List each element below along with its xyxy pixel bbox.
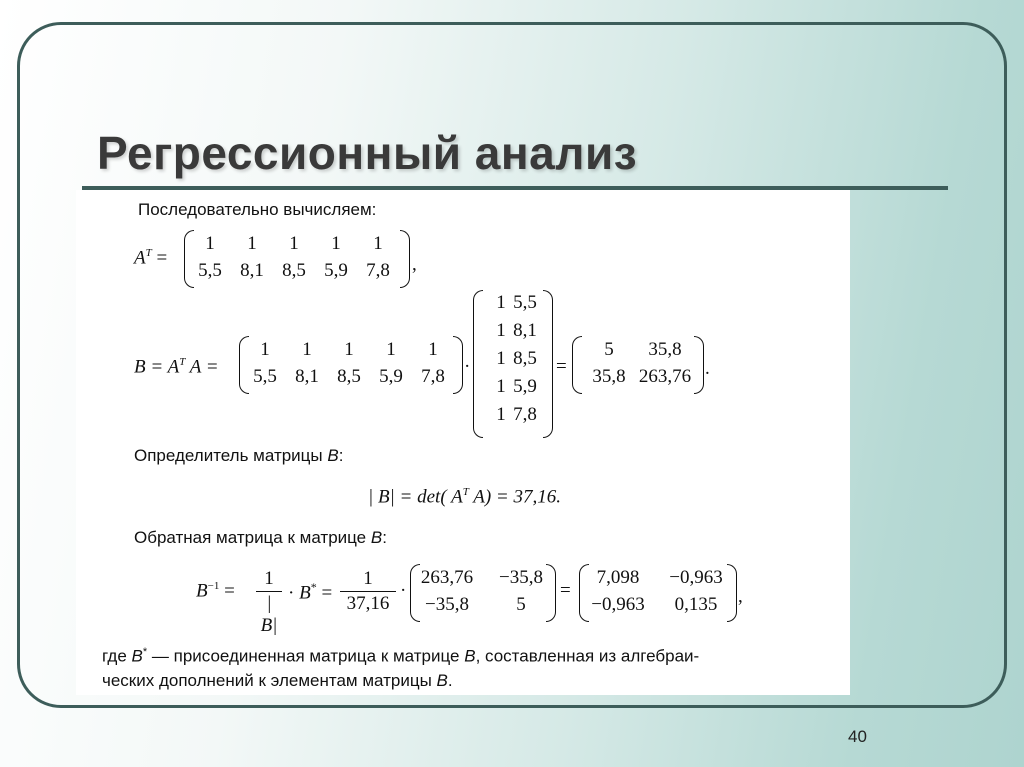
- matrix-adj-cell: 263,76: [420, 567, 474, 588]
- matrix-at-2-cell: 1: [428, 339, 438, 360]
- matrix-at-cell: 1: [331, 233, 341, 254]
- matrix-at-cell: 5,9: [324, 260, 348, 281]
- note-2b: .: [447, 671, 453, 690]
- inv-dot-bstar: [288, 580, 332, 604]
- note-1b: — присоединенная матрица к матрице: [147, 646, 465, 666]
- matrix-inv-cell: −0,963: [591, 594, 645, 615]
- matrix-a: [473, 290, 553, 438]
- matrix-at-2-cell: 8,5: [337, 366, 361, 387]
- bstar-var: B: [299, 582, 311, 604]
- matrix-adj-cell: −35,8: [425, 594, 469, 615]
- det-formula-sup: T: [462, 486, 469, 498]
- slide-title: Регрессионный анализ: [97, 127, 638, 179]
- matrix-at-cell: 1: [205, 233, 215, 254]
- matrix-a-cell: 1: [496, 348, 506, 369]
- inv-lhs-sup: −1: [207, 580, 220, 592]
- inv-lhs: [196, 580, 235, 602]
- matrix-inv-cell: 7,098: [596, 567, 640, 588]
- matrix-at-2-cell: 1: [386, 339, 396, 360]
- matrix-at-cell: 1: [373, 233, 383, 254]
- matrix-a-cell: 1: [496, 404, 506, 425]
- frac-2: [340, 568, 396, 615]
- matrix-inv: [579, 564, 737, 622]
- det-formula-a: | B| = det( A: [368, 486, 463, 508]
- inv-eq-3: =: [560, 580, 571, 601]
- matrix-at: [184, 230, 410, 288]
- matrix-a-cell: 8,5: [513, 348, 537, 369]
- matrix-adj: [410, 564, 556, 622]
- matrix-at-2-cell: 8,1: [295, 366, 319, 387]
- at-comma: ,: [412, 254, 417, 275]
- det-formula-b: A) = 37,16.: [468, 486, 561, 508]
- frac-2-den: 37,16: [346, 593, 390, 614]
- matrix-at-2: [239, 336, 463, 394]
- matrix-at-cell: 1: [247, 233, 257, 254]
- note-var2: B: [436, 671, 448, 690]
- at-eq: =: [156, 247, 168, 269]
- frac-1-den: | B|: [260, 593, 278, 636]
- matrix-at-cell: 8,1: [240, 260, 264, 281]
- frac-1-num: 1: [264, 568, 274, 589]
- inv-var: B: [370, 528, 383, 547]
- matrix-at-2-cell: 7,8: [421, 366, 445, 387]
- bstar-sup: *: [310, 580, 317, 594]
- det-formula: [368, 486, 561, 508]
- note-var: B: [464, 646, 476, 666]
- inv-colon: :: [382, 528, 387, 547]
- inv-lhs-var: B: [196, 580, 208, 602]
- matrix-inv-cell: 0,135: [674, 594, 718, 615]
- matrix-a-cell: 5,5: [513, 292, 537, 313]
- matrix-adj-cell: −35,8: [499, 567, 543, 588]
- matrix-b-cell: 35,8: [648, 339, 682, 360]
- matrix-at-2-cell: 1: [302, 339, 312, 360]
- matrix-inv-cell: −0,963: [669, 567, 723, 588]
- matrix-b-cell: 35,8: [592, 366, 626, 387]
- inv-dot-1: ·: [288, 582, 295, 604]
- note-1c: , составленная из алгебраи-: [475, 646, 700, 666]
- matrix-at-cell: 7,8: [366, 260, 390, 281]
- matrix-at-2-cell: 5,9: [379, 366, 403, 387]
- frac-2-num: 1: [363, 568, 373, 589]
- matrix-at-cell: 8,5: [282, 260, 306, 281]
- matrix-b-cell: 263,76: [638, 366, 692, 387]
- page-number: 40: [848, 727, 867, 746]
- inv-dot-2: ·: [400, 580, 407, 601]
- matrix-a-cell: 8,1: [513, 320, 537, 341]
- matrix-at-cell: 1: [289, 233, 299, 254]
- at-formula-lhs: [134, 247, 167, 269]
- inv-comma: ,: [738, 586, 743, 607]
- matrix-at-cell: 5,5: [198, 260, 222, 281]
- matrix-a-cell: 1: [496, 292, 506, 313]
- b-formula-lhs: [134, 356, 219, 378]
- intro-text: Последовательно вычисляем:: [138, 200, 377, 219]
- b-sup: T: [179, 356, 186, 368]
- matrix-a-cell: 1: [496, 376, 506, 397]
- det-var: B: [327, 446, 339, 465]
- inv-label-text: Обратная матрица к матрице: [134, 528, 371, 547]
- b-period: .: [705, 358, 710, 379]
- b-lhs: B = A: [134, 356, 180, 378]
- det-colon: :: [338, 446, 344, 465]
- matrix-at-2-cell: 5,5: [253, 366, 277, 387]
- inv-eq-2: =: [321, 582, 333, 604]
- note-line-1: [102, 646, 699, 667]
- matrix-a-cell: 5,9: [513, 376, 537, 397]
- matrix-a-cell: 7,8: [513, 404, 537, 425]
- note-bstar: B: [131, 646, 143, 666]
- note-1a: где: [102, 646, 132, 666]
- mult-dot: ·: [464, 356, 471, 377]
- det-label: [134, 446, 343, 466]
- matrix-a-cell: 1: [496, 320, 506, 341]
- note-bstar-sup: *: [142, 646, 148, 658]
- inv-label: [134, 528, 387, 548]
- scanned-page: [76, 190, 850, 695]
- b-a: A =: [185, 356, 219, 378]
- matrix-at-2-cell: 1: [344, 339, 354, 360]
- frac-1: [256, 568, 282, 637]
- inv-eq-1: =: [224, 580, 235, 602]
- matrix-b-cell: 5: [604, 339, 614, 360]
- at-sup: T: [145, 247, 152, 259]
- matrix-adj-cell: 5: [516, 594, 526, 615]
- b-eq: =: [556, 356, 567, 377]
- matrix-at-2-cell: 1: [260, 339, 270, 360]
- at-symbol: A: [134, 247, 146, 269]
- note-2a: ческих дополнений к элементам матрицы: [102, 671, 437, 690]
- matrix-b: [572, 336, 704, 394]
- note-line-2: [102, 671, 453, 691]
- det-label-text: Определитель матрицы: [134, 446, 328, 465]
